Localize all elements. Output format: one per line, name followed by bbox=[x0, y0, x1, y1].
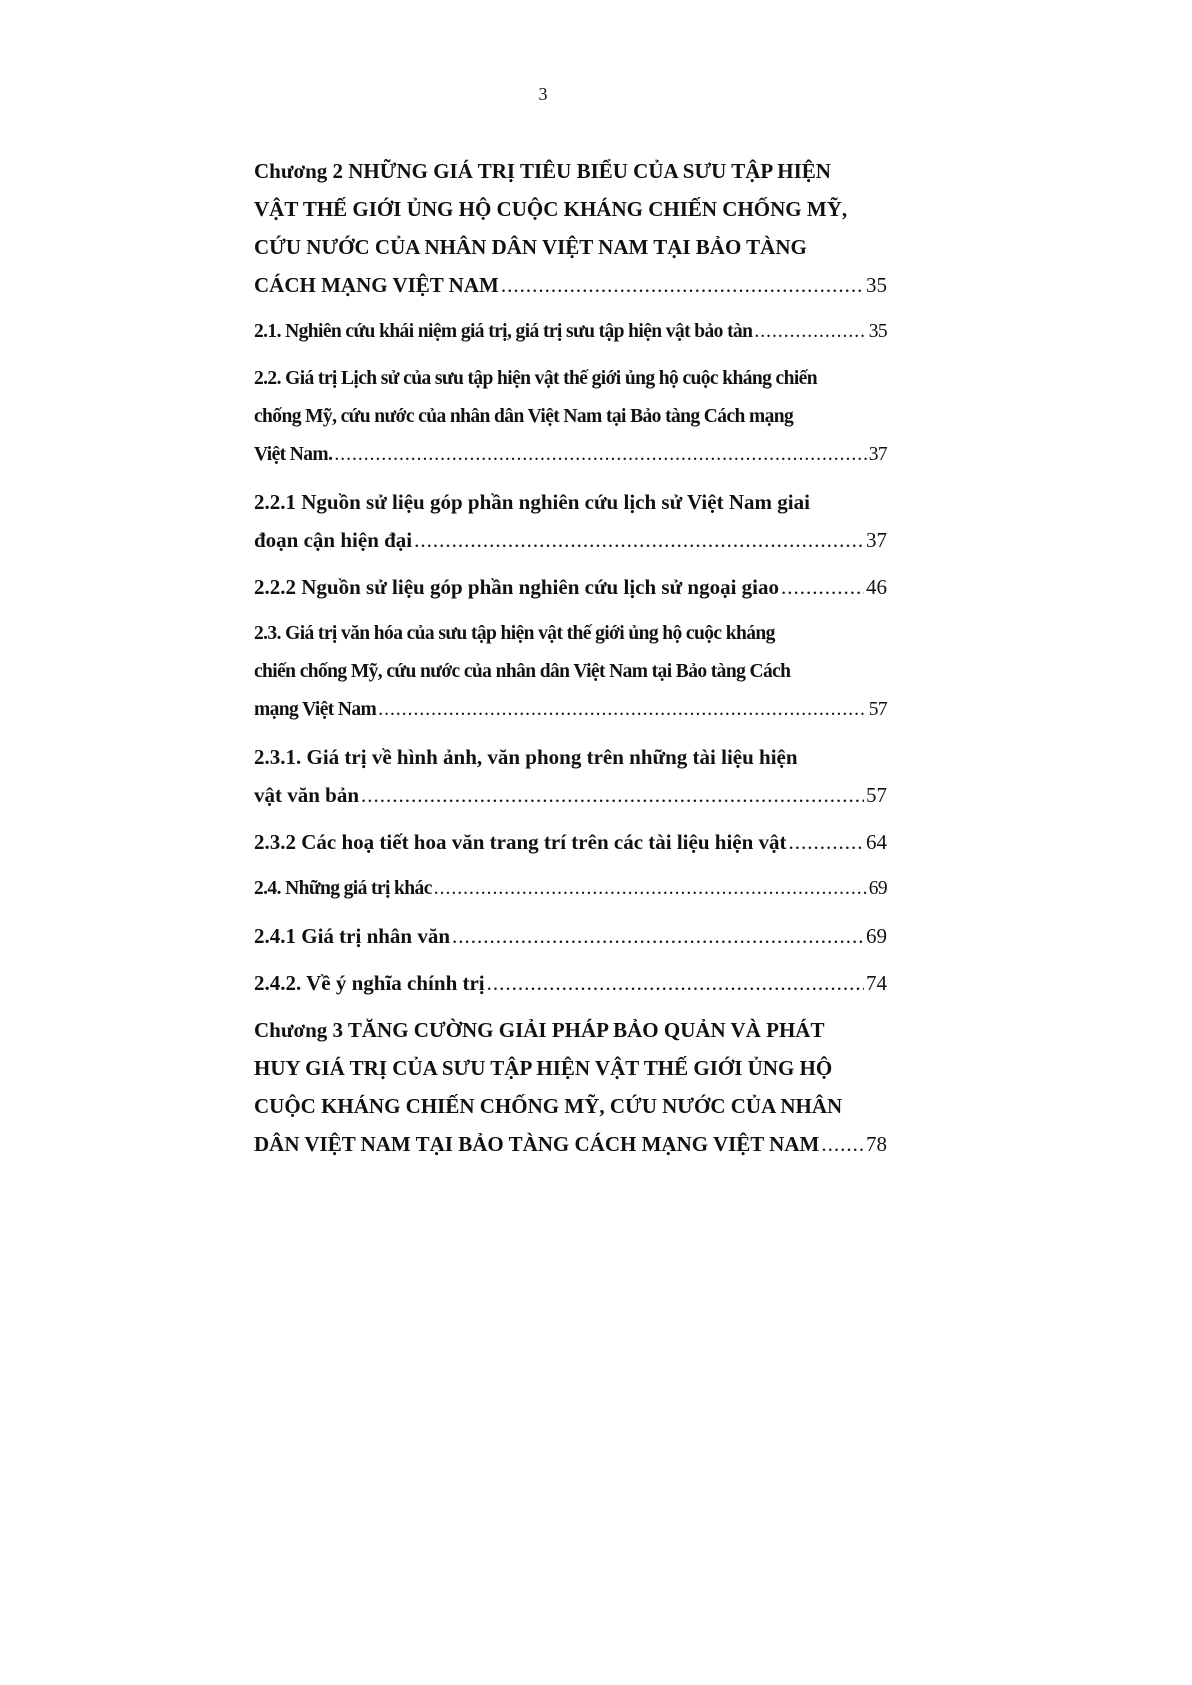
toc-entry-2-3[interactable] bbox=[254, 615, 887, 729]
toc-entry-title: 2.4.1 Giá trị nhân văn bbox=[254, 924, 451, 948]
toc-entry-2-3-1[interactable] bbox=[254, 738, 887, 814]
toc-entry-line: 2.2. Giá trị Lịch sử của sưu tập hiện vật thế giới ủng hộ cuộc kháng chiến bbox=[254, 368, 817, 389]
toc-leader-dots bbox=[378, 691, 867, 729]
toc-entry-line: chống Mỹ, cứu nước của nhân dân Việt Nam tại Bảo tàng Cách mạng bbox=[254, 406, 794, 427]
toc-entry-title: DÂN VIỆT NAM TẠI BẢO TÀNG CÁCH MẠNG VIỆT NAM bbox=[254, 1132, 820, 1156]
toc-leader-dots bbox=[781, 568, 864, 606]
toc-entry-page: 37 bbox=[866, 528, 887, 552]
toc-entry-2-3-2[interactable] bbox=[254, 823, 887, 861]
toc-entry-page: 35 bbox=[866, 273, 887, 297]
toc-entry-page: 74 bbox=[866, 971, 887, 995]
toc-leader-dots bbox=[821, 1125, 864, 1163]
toc-leader-dots bbox=[452, 917, 864, 955]
toc-leader-dots bbox=[414, 521, 864, 559]
toc-entry-title: Việt Nam. bbox=[254, 444, 333, 465]
toc-leader-dots bbox=[789, 823, 864, 861]
toc-entry-page: 57 bbox=[866, 783, 887, 807]
toc-leader-dots bbox=[434, 870, 867, 908]
toc-entry-line: VẬT THẾ GIỚI ỦNG HỘ CUỘC KHÁNG CHIẾN CHỐNG MỸ, bbox=[254, 197, 848, 221]
toc-entry-title: đoạn cận hiện đại bbox=[254, 528, 413, 552]
toc-entry-page: 69 bbox=[866, 924, 887, 948]
toc-entry-2-2[interactable] bbox=[254, 360, 887, 474]
toc-entry-page: 35 bbox=[868, 321, 887, 342]
toc-entry-page: 37 bbox=[868, 444, 887, 465]
toc-entry-title: 2.1. Nghiên cứu khái niệm giá trị, giá trị sưu tập hiện vật bảo tàn bbox=[254, 321, 753, 342]
toc-entry-chapter-3[interactable] bbox=[254, 1011, 887, 1163]
toc-entry-2-4[interactable] bbox=[254, 870, 887, 908]
toc-entry-line: HUY GIÁ TRỊ CỦA SƯU TẬP HIỆN VẬT THẾ GIỚI ỦNG HỘ bbox=[254, 1056, 833, 1080]
toc-entry-line: 2.3. Giá trị văn hóa của sưu tập hiện vật thế giới ủng hộ cuộc kháng bbox=[254, 623, 775, 644]
toc-entry-chapter-2[interactable] bbox=[254, 152, 887, 304]
toc-entry-page: 57 bbox=[868, 699, 887, 720]
toc-entry-title: mạng Việt Nam bbox=[254, 699, 377, 720]
toc-entry-2-2-2[interactable] bbox=[254, 568, 887, 606]
toc-entry-2-2-1[interactable] bbox=[254, 483, 887, 559]
page-number: 3 bbox=[538, 84, 548, 104]
toc-entry-page: 78 bbox=[866, 1132, 887, 1156]
toc-leader-dots bbox=[487, 964, 864, 1002]
toc-entry-line: CUỘC KHÁNG CHIẾN CHỐNG MỸ, CỨU NƯỚC CỦA NHÂN bbox=[254, 1094, 843, 1118]
toc-leader-dots bbox=[754, 313, 866, 351]
toc-entry-2-4-1[interactable] bbox=[254, 917, 887, 955]
toc-entry-title: 2.3.2 Các hoạ tiết hoa văn trang trí trên các tài liệu hiện vật bbox=[254, 830, 787, 854]
toc-entry-line: CỨU NƯỚC CỦA NHÂN DÂN VIỆT NAM TẠI BẢO TÀNG bbox=[254, 235, 807, 259]
table-of-contents bbox=[254, 152, 887, 1163]
toc-entry-title: 2.2.2 Nguồn sử liệu góp phần nghiên cứu lịch sử ngoại giao bbox=[254, 575, 780, 599]
toc-entry-line: chiến chống Mỹ, cứu nước của nhân dân Việt Nam tại Bảo tàng Cách bbox=[254, 661, 791, 682]
toc-entry-line: 2.2.1 Nguồn sử liệu góp phần nghiên cứu lịch sử Việt Nam giai bbox=[254, 490, 810, 514]
toc-entry-title: vật văn bản bbox=[254, 783, 360, 807]
toc-leader-dots bbox=[501, 266, 864, 304]
toc-entry-2-4-2[interactable] bbox=[254, 964, 887, 1002]
toc-entry-title: 2.4.2. Về ý nghĩa chính trị bbox=[254, 971, 485, 995]
toc-leader-dots bbox=[334, 436, 866, 474]
toc-entry-page: 46 bbox=[866, 575, 887, 599]
toc-entry-line: Chương 2 NHỮNG GIÁ TRỊ TIÊU BIỂU CỦA SƯU TẬP HIỆN bbox=[254, 159, 831, 183]
toc-entry-line: Chương 3 TĂNG CƯỜNG GIẢI PHÁP BẢO QUẢN VÀ PHÁT bbox=[254, 1018, 825, 1042]
toc-entry-title: 2.4. Những giá trị khác bbox=[254, 878, 432, 899]
toc-entry-page: 64 bbox=[866, 830, 887, 854]
toc-leader-dots bbox=[361, 776, 864, 814]
toc-entry-page: 69 bbox=[868, 878, 887, 899]
toc-entry-2-1[interactable] bbox=[254, 313, 887, 351]
toc-entry-title: CÁCH MẠNG VIỆT NAM bbox=[254, 273, 499, 297]
toc-entry-line: 2.3.1. Giá trị về hình ảnh, văn phong trên những tài liệu hiện bbox=[254, 745, 798, 769]
